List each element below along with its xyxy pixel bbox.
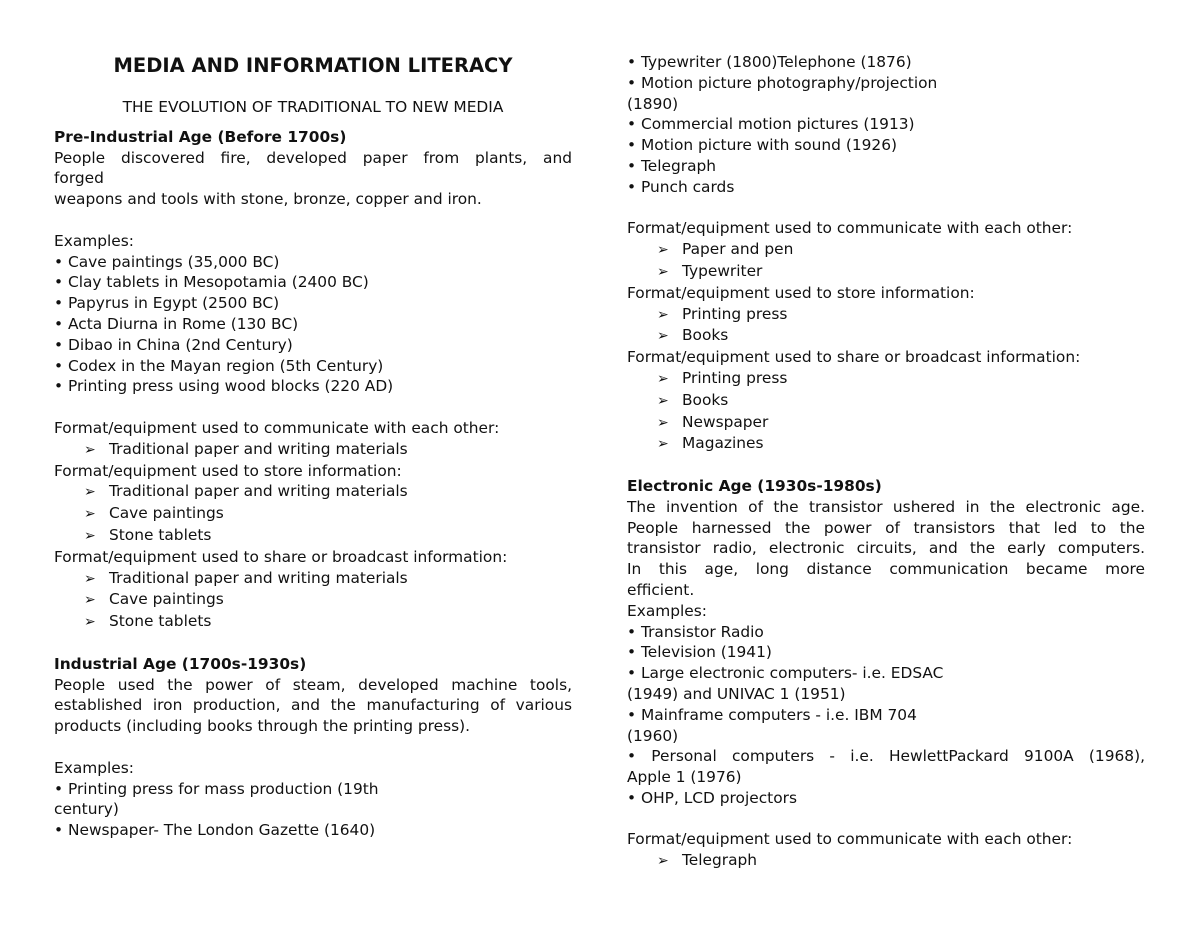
arrow-list-item: ➢ Cave paintings [54,589,572,611]
list-item: • Transistor Radio [627,622,764,641]
arrow-list-item: ➢ Cave paintings [54,503,572,525]
share-label: Format/equipment used to share or broadcast information: [54,547,508,566]
arrow-bullet-icon: ➢ [84,506,96,523]
paragraph-line: efficient. [627,580,695,599]
section-heading-electronic: Electronic Age (1930s-1980s) [627,476,882,495]
paragraph-line: People discovered fire, developed paper from plants, and [54,148,572,167]
list-item: • Large electronic computers- i.e. EDSAC [627,664,944,683]
arrow-list-item: ➢ Stone tablets [54,525,572,547]
paragraph-line: forged [54,169,104,188]
left-column [54,52,572,841]
list-item: • Cave paintings (35,000 BC) [54,252,280,271]
examples-label: Examples: [627,601,707,620]
list-item: • OHP, LCD projectors [627,788,797,807]
paragraph-line: transistor radio, electronic circuits, and the early computers. [627,539,1145,558]
arrow-list-item: ➢ Magazines [627,433,1145,455]
paragraph-line: People used the power of steam, developed machine tools, [54,675,572,694]
share-label: Format/equipment used to share or broadcast information: [627,348,1081,367]
arrow-bullet-icon: ➢ [657,414,669,431]
arrow-list-item: ➢ Newspaper [627,412,1145,434]
arrow-bullet-icon: ➢ [657,392,669,409]
arrow-list-item: ➢ Telegraph [627,850,1145,872]
arrow-list-item: ➢ Traditional paper and writing materials [54,568,572,590]
list-item: • Commercial motion pictures (1913) [627,115,915,134]
arrow-bullet-icon: ➢ [84,570,96,587]
paragraph-line: products (including books through the printing press). [54,717,471,736]
list-item: • Newspaper- The London Gazette (1640) [54,821,376,840]
arrow-list-item: ➢ Traditional paper and writing materials [54,439,572,461]
list-item: • Punch cards [627,177,735,196]
store-label: Format/equipment used to store information: [54,461,402,480]
list-item: century) [54,800,119,819]
communicate-label: Format/equipment used to communicate with each other: [627,219,1073,238]
arrow-bullet-icon: ➢ [84,484,96,501]
right-column [627,52,1145,872]
list-item: • Motion picture with sound (1926) [627,136,898,155]
list-item: • Motion picture photography/projection [627,73,938,92]
examples-label: Examples: [54,758,134,777]
list-item: • Papyrus in Egypt (2500 BC) [54,294,280,313]
paragraph-line: In this age, long distance communication became more [627,560,1145,579]
document-subtitle: THE EVOLUTION OF TRADITIONAL TO NEW MEDIA [122,98,504,116]
list-item: • Acta Diurna in Rome (130 BC) [54,314,299,333]
section-heading-industrial: Industrial Age (1700s-1930s) [54,654,307,673]
document-title: MEDIA AND INFORMATION LITERACY [113,54,513,77]
list-item: • Telegraph [627,156,717,175]
arrow-list-item: ➢ Typewriter [627,261,1145,283]
arrow-bullet-icon: ➢ [657,328,669,345]
arrow-bullet-icon: ➢ [657,306,669,323]
arrow-list-item: ➢ Printing press [627,304,1145,326]
list-item: • Personal computers - i.e. HewlettPackard 9100A (1968), [627,747,1145,766]
list-item: (1890) [627,94,679,113]
list-item: • Printing press using wood blocks (220 AD) [54,377,394,396]
arrow-bullet-icon: ➢ [84,592,96,609]
list-item: • Printing press for mass production (19th [54,779,379,798]
arrow-list-item: ➢ Printing press [627,368,1145,390]
list-item: • Television (1941) [627,643,772,662]
arrow-bullet-icon: ➢ [84,441,96,458]
list-item: • Codex in the Mayan region (5th Century) [54,356,384,375]
list-item: (1960) [627,726,679,745]
arrow-bullet-icon: ➢ [84,614,96,631]
arrow-bullet-icon: ➢ [657,436,669,453]
arrow-bullet-icon: ➢ [657,263,669,280]
arrow-list-item: ➢ Traditional paper and writing materials [54,481,572,503]
paragraph-line: People harnessed the power of transistors that led to the [627,518,1145,537]
list-item: • Clay tablets in Mesopotamia (2400 BC) [54,273,369,292]
store-label: Format/equipment used to store information: [627,283,975,302]
arrow-list-item: ➢ Books [627,390,1145,412]
paragraph-line: established iron production, and the manufacturing of various [54,696,572,715]
section-heading-pre-industrial: Pre-Industrial Age (Before 1700s) [54,127,347,146]
arrow-list-item: ➢ Books [627,325,1145,347]
arrow-list-item: ➢ Stone tablets [54,611,572,633]
examples-label: Examples: [54,231,134,250]
list-item: • Mainframe computers - i.e. IBM 704 [627,705,917,724]
arrow-bullet-icon: ➢ [657,370,669,387]
communicate-label: Format/equipment used to communicate with each other: [627,830,1073,849]
communicate-label: Format/equipment used to communicate with each other: [54,418,500,437]
paragraph-line: The invention of the transistor ushered in the electronic age. [627,497,1145,516]
list-item: (1949) and UNIVAC 1 (1951) [627,684,846,703]
arrow-list-item: ➢ Paper and pen [627,239,1145,261]
list-item: • Typewriter (1800)Telephone (1876) [627,53,912,71]
list-item: Apple 1 (1976) [627,768,742,787]
list-item: • Dibao in China (2nd Century) [54,335,293,354]
arrow-bullet-icon: ➢ [657,242,669,259]
paragraph-line: weapons and tools with stone, bronze, copper and iron. [54,190,482,209]
arrow-bullet-icon: ➢ [84,527,96,544]
arrow-bullet-icon: ➢ [657,853,669,870]
